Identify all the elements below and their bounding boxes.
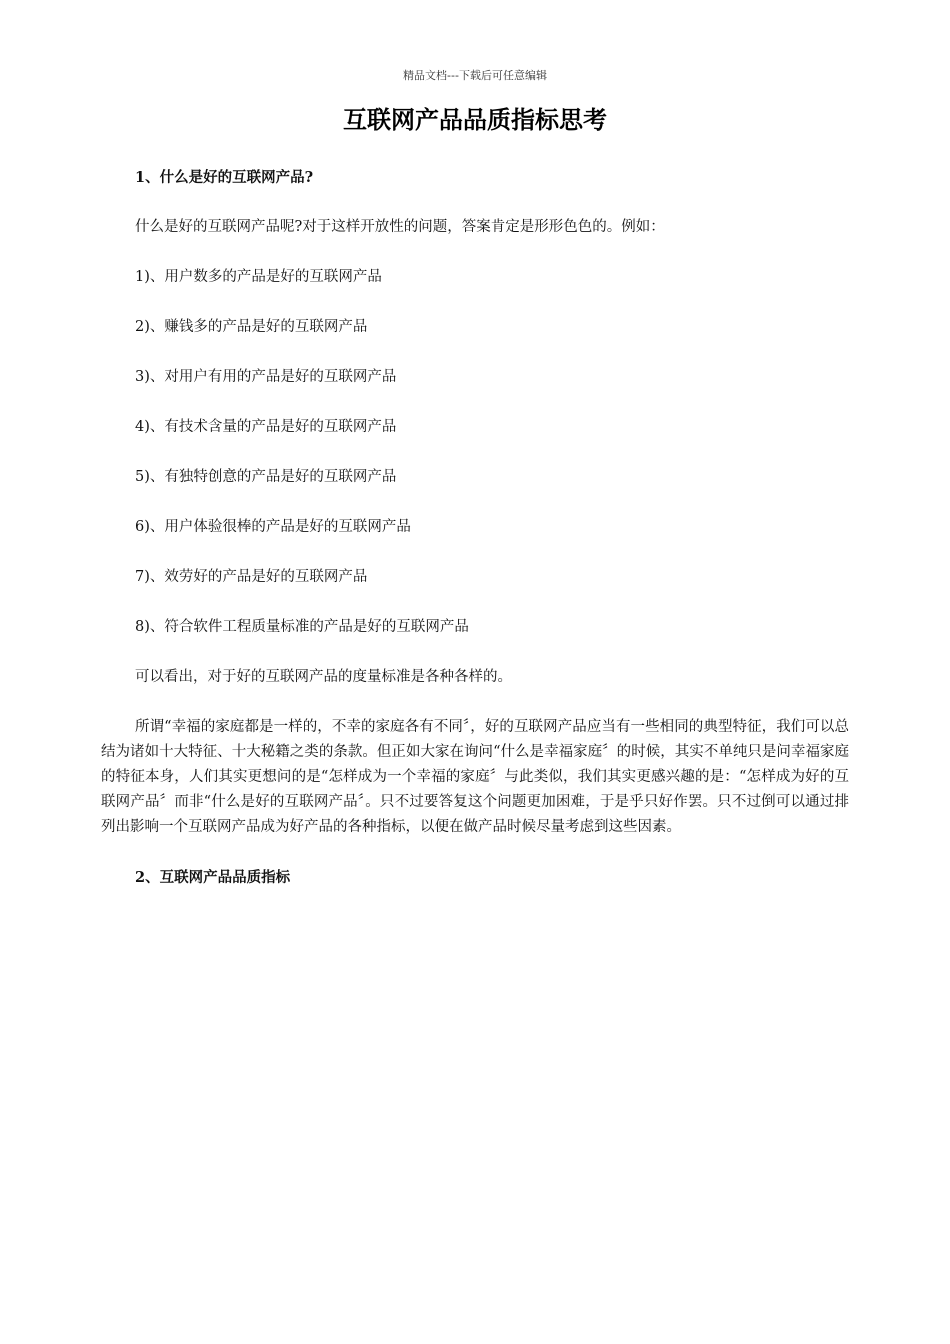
header-note: 精品文档---下载后可任意编辑	[403, 69, 547, 82]
list-item: 6)、用户体验很棒的产品是好的互联网产品	[135, 519, 411, 535]
conclusion-paragraph: 可以看出，对于好的互联网产品的度量标准是各种各样的。	[135, 669, 512, 685]
section-heading-1: 1、什么是好的互联网产品?	[135, 169, 314, 186]
document-body	[101, 165, 849, 890]
document-title: 互联网产品品质指标思考	[343, 106, 607, 134]
list-item: 2)、赚钱多的产品是好的互联网产品	[135, 319, 368, 335]
list-item: 4)、有技术含量的产品是好的互联网产品	[135, 419, 397, 435]
section-heading-2: 2、互联网产品品质指标	[135, 869, 291, 886]
body-paragraph: 所谓“幸福的家庭都是一样的，不幸的家庭各有不同〞，好的互联网产品应当有一些相同的典型特征，我们可以总结为诸如十大特征、十大秘籍之类的条款。但正如大家在询问“什么是幸福家庭〞的时候，其实不单纯只是问幸福家庭的特征本身，人们其实更想问的是“怎样成为一个幸福的家庭〞与此类似，我们其实更感兴趣的是：“怎样成为好的互联网产品〞而非“什么是好的互联网产品〞。只不过要答复这个问题更加困难，于是乎只好作罢。只不过倒可以通过排列出影响一个互联网产品成为好产品的各种指标，以便在做产品时候尽量考虑到这些因素。	[101, 719, 849, 835]
list-item: 7)、效劳好的产品是好的互联网产品	[135, 569, 368, 585]
intro-paragraph: 什么是好的互联网产品呢?对于这样开放性的问题，答案肯定是形形色色的。例如：	[135, 219, 665, 235]
list-item: 3)、对用户有用的产品是好的互联网产品	[135, 369, 397, 385]
list-item: 8)、符合软件工程质量标准的产品是好的互联网产品	[135, 619, 469, 635]
list-item: 1)、用户数多的产品是好的互联网产品	[135, 269, 382, 285]
list-item: 5)、有独特创意的产品是好的互联网产品	[135, 469, 397, 485]
